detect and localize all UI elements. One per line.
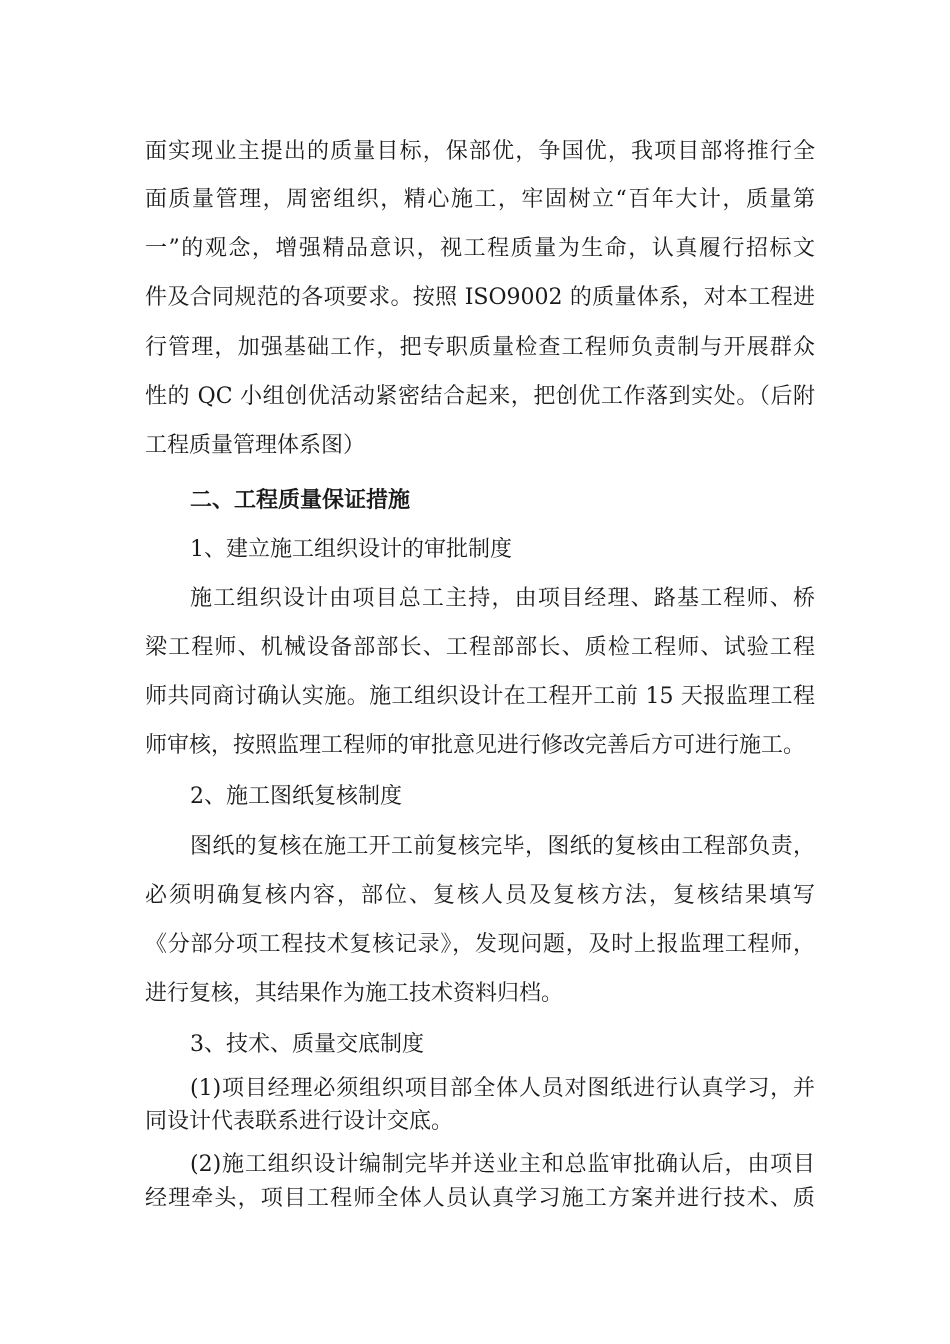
subsection-heading: 1、建立施工组织设计的审批制度 [190,537,512,562]
body-text-line: 图纸的复核在施工开工前复核完毕，图纸的复核由工程部负责， [190,834,815,859]
body-text-line: 行管理，加强基础工作，把专职质量检查工程师负责制与开展群众 [145,335,815,360]
body-text-line: (1)项目经理必须组织项目部全体人员对图纸进行认真学习，并 [190,1076,815,1101]
body-text-line: 经理牵头，项目工程师全体人员认真学习施工方案并进行技术、质 [145,1186,815,1211]
subsection-heading: 2、施工图纸复核制度 [190,784,402,809]
body-text-line: (2)施工组织设计编制完毕并送业主和总监审批确认后，由项目 [190,1152,815,1177]
body-text-line: 面实现业主提出的质量目标，保部优，争国优，我项目部将推行全 [145,139,815,164]
body-text-line: 性的 QC 小组创优活动紧密结合起来，把创优工作落到实处。（后附 [145,384,815,409]
body-text-line: 件及合同规范的各项要求。按照 ISO9002 的质量体系，对本工程进 [145,285,815,310]
body-text-line: 同设计代表联系进行设计交底。 [145,1109,454,1134]
body-text-line: 梁工程师、机械设备部部长、工程部部长、质检工程师、试验工程 [145,635,815,660]
subsection-heading: 3、技术、质量交底制度 [190,1032,424,1057]
body-text-line: 进行复核，其结果作为施工技术资料归档。 [145,981,564,1006]
body-text-line: 一”的观念，增强精品意识，视工程质量为生命，认真履行招标文 [145,236,815,261]
section-heading: 二、工程质量保证措施 [190,487,411,513]
body-text-line: 师共同商讨确认实施。施工组织设计在工程开工前 15 天报监理工程 [145,684,815,709]
body-text-line: 师审核，按照监理工程师的审批意见进行修改完善后方可进行施工。 [145,733,806,758]
body-text-line: 工程质量管理体系图） [145,433,366,458]
body-text-line: 必须明确复核内容，部位、复核人员及复核方法，复核结果填写 [145,883,815,908]
body-text-line: 施工组织设计由项目总工主持，由项目经理、路基工程师、桥 [190,586,815,611]
body-text-line: 《分部分项工程技术复核记录》，发现问题，及时上报监理工程师， [145,932,815,957]
body-text-line: 面质量管理，周密组织，精心施工，牢固树立“百年大计，质量第 [145,187,815,212]
